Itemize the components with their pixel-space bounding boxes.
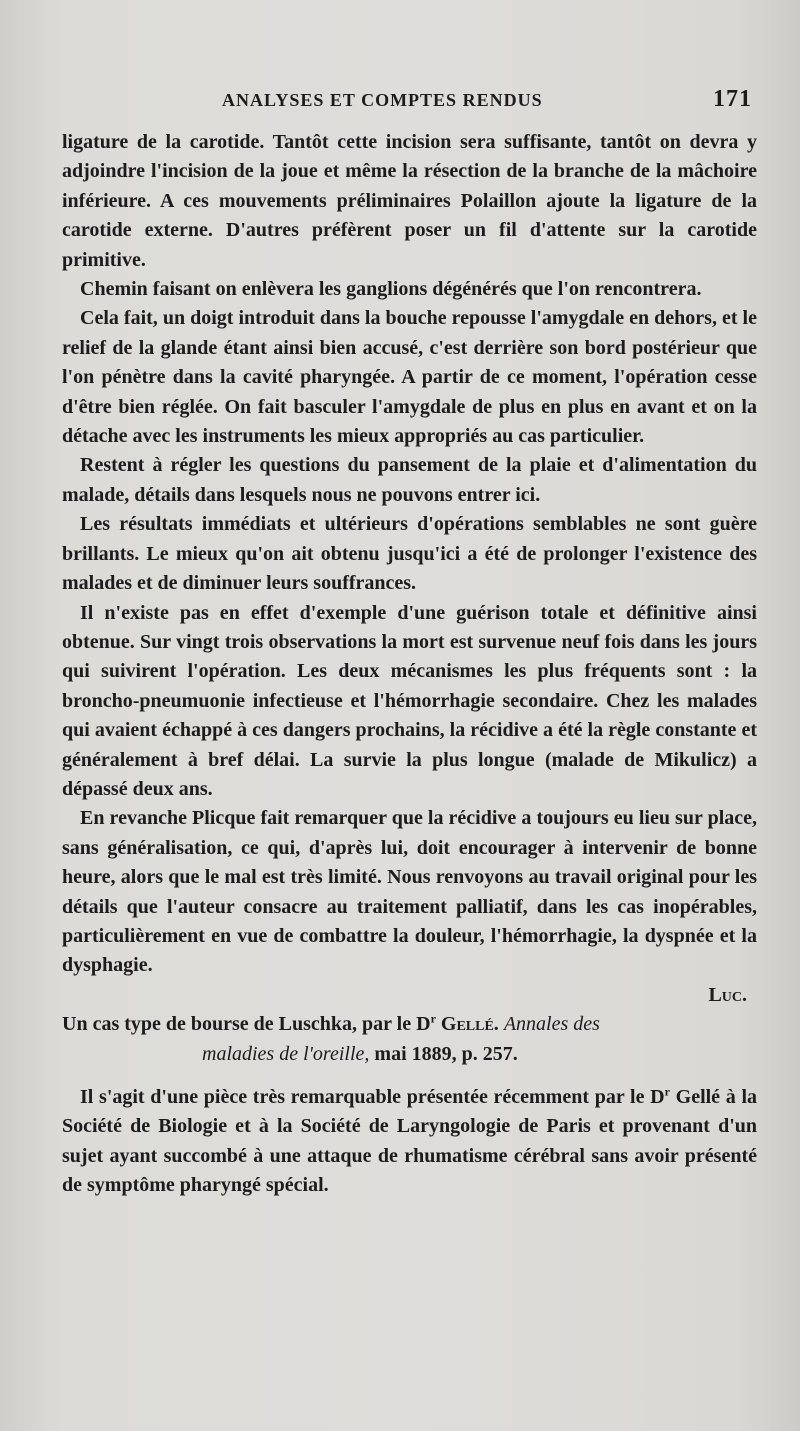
- final-paragraph-part1: Il s'agit d'une pièce très remarquable présentée récemment par le D: [80, 1086, 665, 1108]
- page-header: [62, 86, 752, 116]
- review-by-sup: r: [430, 1011, 436, 1026]
- paragraph-7: En revanche Plicque fait remarquer que la récidive a toujours eu lieu sur place, sans généralisation, ce qui, d'après lui, doit encourager à intervenir de bonne heure, alors que le mal est très limité. Nous renvoyons au travail original pour les détails que l'auteur consacre au traitement palliatif, dans les cas inopérables, particulièrement en vue de combattre la douleur, l'hémorrhagie, la dyspnée et la dysphagie.: [62, 807, 757, 977]
- review-author: Gellé.: [440, 1013, 499, 1036]
- body-text: [62, 128, 757, 1201]
- paragraph-5: Les résultats immédiats et ultérieurs d'opérations semblables ne sont guère brillants. Le mieux qu'on ait obtenu jusqu'ici a été de prolonger l'existence des malades et de diminuer leurs souffrances.: [62, 513, 757, 595]
- review-citation: mai 1889, p. 257.: [374, 1042, 518, 1065]
- paragraph-1: ligature de la carotide. Tantôt cette incision sera suffisante, tantôt on devra y adjoindre l'incision de la joue et même la résection de la branche de la mâchoire inférieure. A ces mouvements préliminaires Polaillon ajoute la ligature de la carotide externe. D'autres préfèrent poser un fil d'attente sur la carotide primitive.: [62, 131, 757, 271]
- final-paragraph-part2: Gellé à la Société de Biologie et à la Société de Laryngologie de Paris et provenant d'un sujet ayant succombé à une attaque de rhumatisme cérébral sans avoir présenté de symptôme pharyngé spécial.: [62, 1086, 758, 1197]
- page-number: 171: [713, 86, 752, 112]
- spacer: [62, 1069, 757, 1083]
- review-heading-line2: [62, 1040, 757, 1069]
- review-journal-b: maladies de l'oreille,: [202, 1042, 370, 1065]
- final-paragraph: [62, 1083, 757, 1201]
- review-heading: [62, 1010, 757, 1069]
- final-paragraph-sup: r: [664, 1084, 670, 1099]
- paragraph-6: Il n'existe pas en effet d'exemple d'une guérison totale et définitive ainsi obtenue. Sur vingt trois observations la mort est survenue neuf fois dans les jours qui suivirent l'opération. Les deux mécanismes les plus fréquents sont : la broncho-pneumuonie infectieuse et l'hémorrhagie secondaire. Chez les malades qui avaient échappé à ces dangers prochains, la récidive a été la règle constante et généralement à bref délai. La survie la plus longue (malade de Mikulicz) a dépassé deux ans.: [62, 601, 757, 800]
- signature: Luc.: [708, 983, 747, 1006]
- review-journal-a: Annales des: [503, 1013, 600, 1036]
- running-title: ANALYSES ET COMPTES RENDUS: [222, 90, 543, 110]
- paragraph-2: Chemin faisant on enlèvera les ganglions dégénérés que l'on rencontrera.: [80, 278, 702, 301]
- paragraph-3: Cela fait, un doigt introduit dans la bouche repousse l'amygdale en dehors, et le relief de la glande étant ainsi bien accusé, c'est derrière son bord postérieur que l'on pénètre dans la cavité pharyngée. A partir de ce moment, l'opération cesse d'être bien réglée. On fait basculer l'amygdale de plus en plus en avant et on la détache avec les instruments les mieux appropriés au cas particulier.: [62, 307, 757, 448]
- review-by: par le D: [362, 1013, 431, 1036]
- review-title: Un cas type de bourse de Luschka,: [62, 1013, 358, 1036]
- paragraph-4: Restent à régler les questions du pansement de la plaie et d'alimentation du malade, détails dans lesquels nous ne pouvons entrer ici.: [62, 454, 757, 506]
